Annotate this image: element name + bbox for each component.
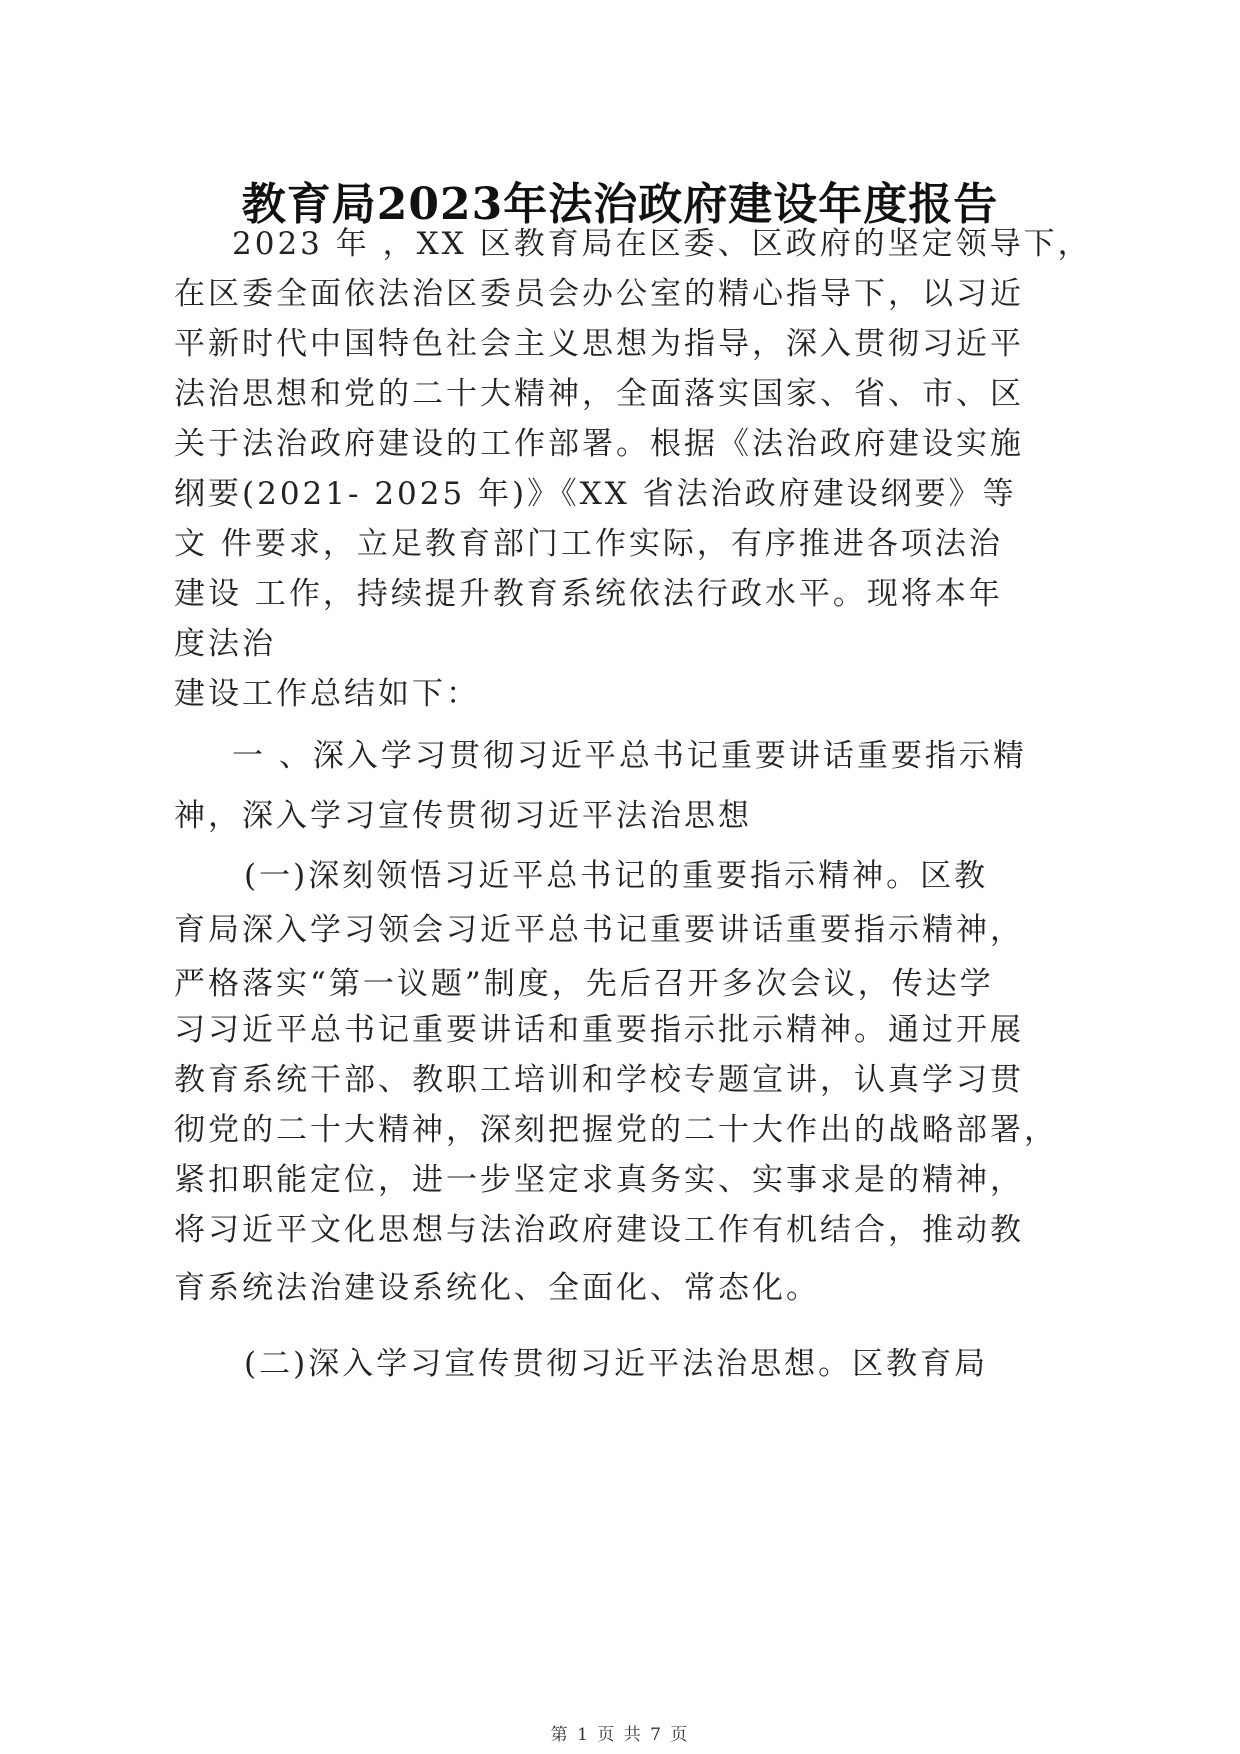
body-line: 度法治 <box>174 626 276 662</box>
page-number: 第 1 页 共 7 页 <box>550 1725 690 1745</box>
body-line: 建设 工作，持续提升教育系统依法行政水平。现将本年 <box>174 576 1003 612</box>
body-line: 习习近平总书记重要讲话和重要指示批示精神。通过开展 <box>174 1012 1024 1048</box>
body-line: 育系统法治建设系统化、全面化、常态化。 <box>174 1270 820 1306</box>
body-line: 关于法治政府建设的工作部署。根据《法治政府建设实施 <box>174 426 1024 462</box>
section-heading-line: 一 、深入学习贯彻习近平总书记重要讲话重要指示精 <box>232 738 1027 774</box>
body-line: 教育系统干部、教职工培训和学校专题宣讲，认真学习贯 <box>174 1062 1024 1098</box>
body-line: 严格落实“第一议题”制度，先后召开多次会议，传达学 <box>174 966 994 1002</box>
body-line: 将习近平文化思想与法治政府建设工作有机结合，推动教 <box>174 1212 1024 1248</box>
body-line: 紧扣职能定位，进一步坚定求真务实、实事求是的精神， <box>174 1162 1024 1198</box>
body-line: 文 件要求，立足教育部门工作实际，有序推进各项法治 <box>174 526 1003 562</box>
section-heading-line: 神，深入学习宣传贯彻习近平法治思想 <box>174 798 752 834</box>
body-line: 纲要(2021- 2025 年)》《XX 省法治政府建设纲要》等 <box>174 476 1017 512</box>
body-line: 在区委全面依法治区委员会办公室的精心指导下，以习近 <box>174 276 1024 312</box>
body-line: 育局深入学习领会习近平总书记重要讲话重要指示精神， <box>174 912 1024 948</box>
body-line: 建设工作总结如下： <box>174 676 480 712</box>
body-line: 平新时代中国特色社会主义思想为指导，深入贯彻习近平 <box>174 326 1024 362</box>
body-line: 2023 年 ，XX 区教育局在区委、区政府的坚定领导下， <box>232 226 1092 262</box>
body-line: 彻党的二十大精神，深刻把握党的二十大作出的战略部署， <box>174 1112 1058 1148</box>
body-line: (二)深入学习宣传贯彻习近平法治思想。区教育局 <box>244 1346 989 1382</box>
body-line: (一)深刻领悟习近平总书记的重要指示精神。区教 <box>244 858 989 894</box>
body-line: 法治思想和党的二十大精神，全面落实国家、省、市、区 <box>174 376 1024 412</box>
document-title: 教育局2023年法治政府建设年度报告 <box>241 179 999 230</box>
